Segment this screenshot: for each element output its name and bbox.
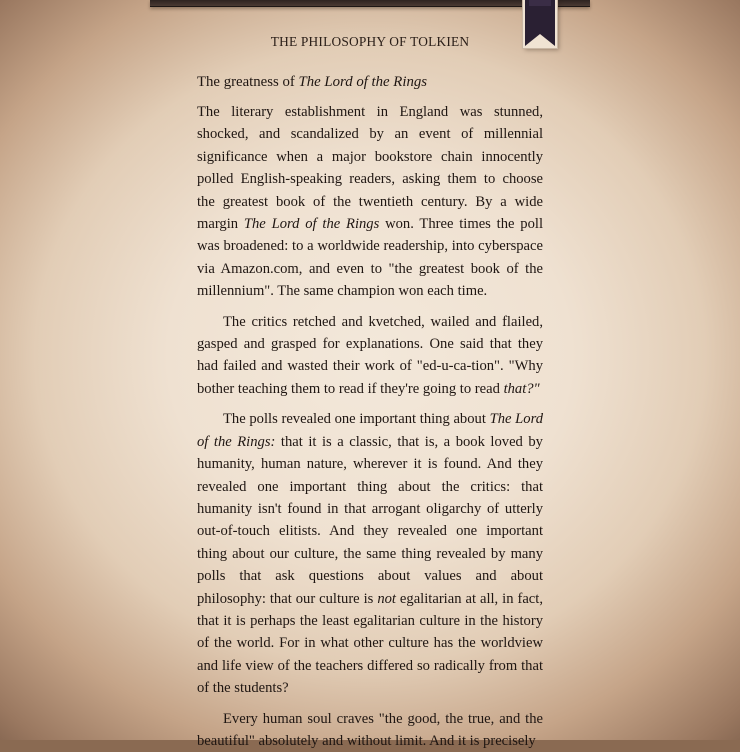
p3-text-e: egalitarian at all, in fact, that it is perhaps the least egalitarian culture in the history of the world. For in what other culture has the worldview and life view of the teachers differed so radically from that of the students?	[197, 590, 543, 697]
section-heading	[197, 72, 543, 92]
paragraph-2	[197, 311, 543, 401]
heading-text: The greatness of	[197, 74, 299, 90]
p1-text-a: The literary establishment in England was stunned, shocked, and scandalized by an event of millennial significance when a major bookstore chain innocently polled English-speaking readers, asking them to choose the greatest book of the twentieth century. By a wide margin	[197, 104, 543, 233]
p3-text-a: The polls revealed one important thing about	[223, 411, 490, 428]
paragraph-3	[197, 408, 543, 699]
paragraph-4	[197, 708, 543, 752]
running-header: THE PHILOSOPHY OF TOLKIEN	[270, 34, 470, 49]
paragraph-1	[197, 101, 543, 303]
p4-text-a: Every human soul craves "the good, the true, and the beautiful" absolutely and without limit. And it is precisely	[197, 710, 543, 749]
p2-emphasis: that?"	[503, 380, 540, 397]
p3-text-c: that it is a classic, that is, a book loved by humanity, human nature, wherever it is found. And they revealed one important thing about the critics: that humanity isn't found in that arrogant oligarchy of utterly out-of-touch elitists. And they revealed one important thing about our culture, the same thing revealed by many polls that ask questions about values and about philosophy: that our culture is	[197, 433, 543, 607]
page-content	[197, 72, 543, 752]
heading-book-title: The Lord of the Rings	[298, 74, 428, 90]
p1-book-title: The Lord of the Rings	[243, 216, 380, 233]
p3-book-title: The Lord of the Rings:	[197, 411, 544, 450]
p3-emphasis: not	[377, 590, 396, 607]
p1-text-c: won. Three times the poll was broadened: to a worldwide readership, into cyberspace via Amazon.com, and even to "the greatest book of the millennium". The same champion won each time.	[197, 216, 543, 300]
p2-text-a: The critics retched and kvetched, wailed and flailed, gasped and grasped for explanations. One said that they had failed and wasted their work of "ed-u-ca-tion". "Why bother teaching them to read if they're going to read	[197, 313, 543, 397]
